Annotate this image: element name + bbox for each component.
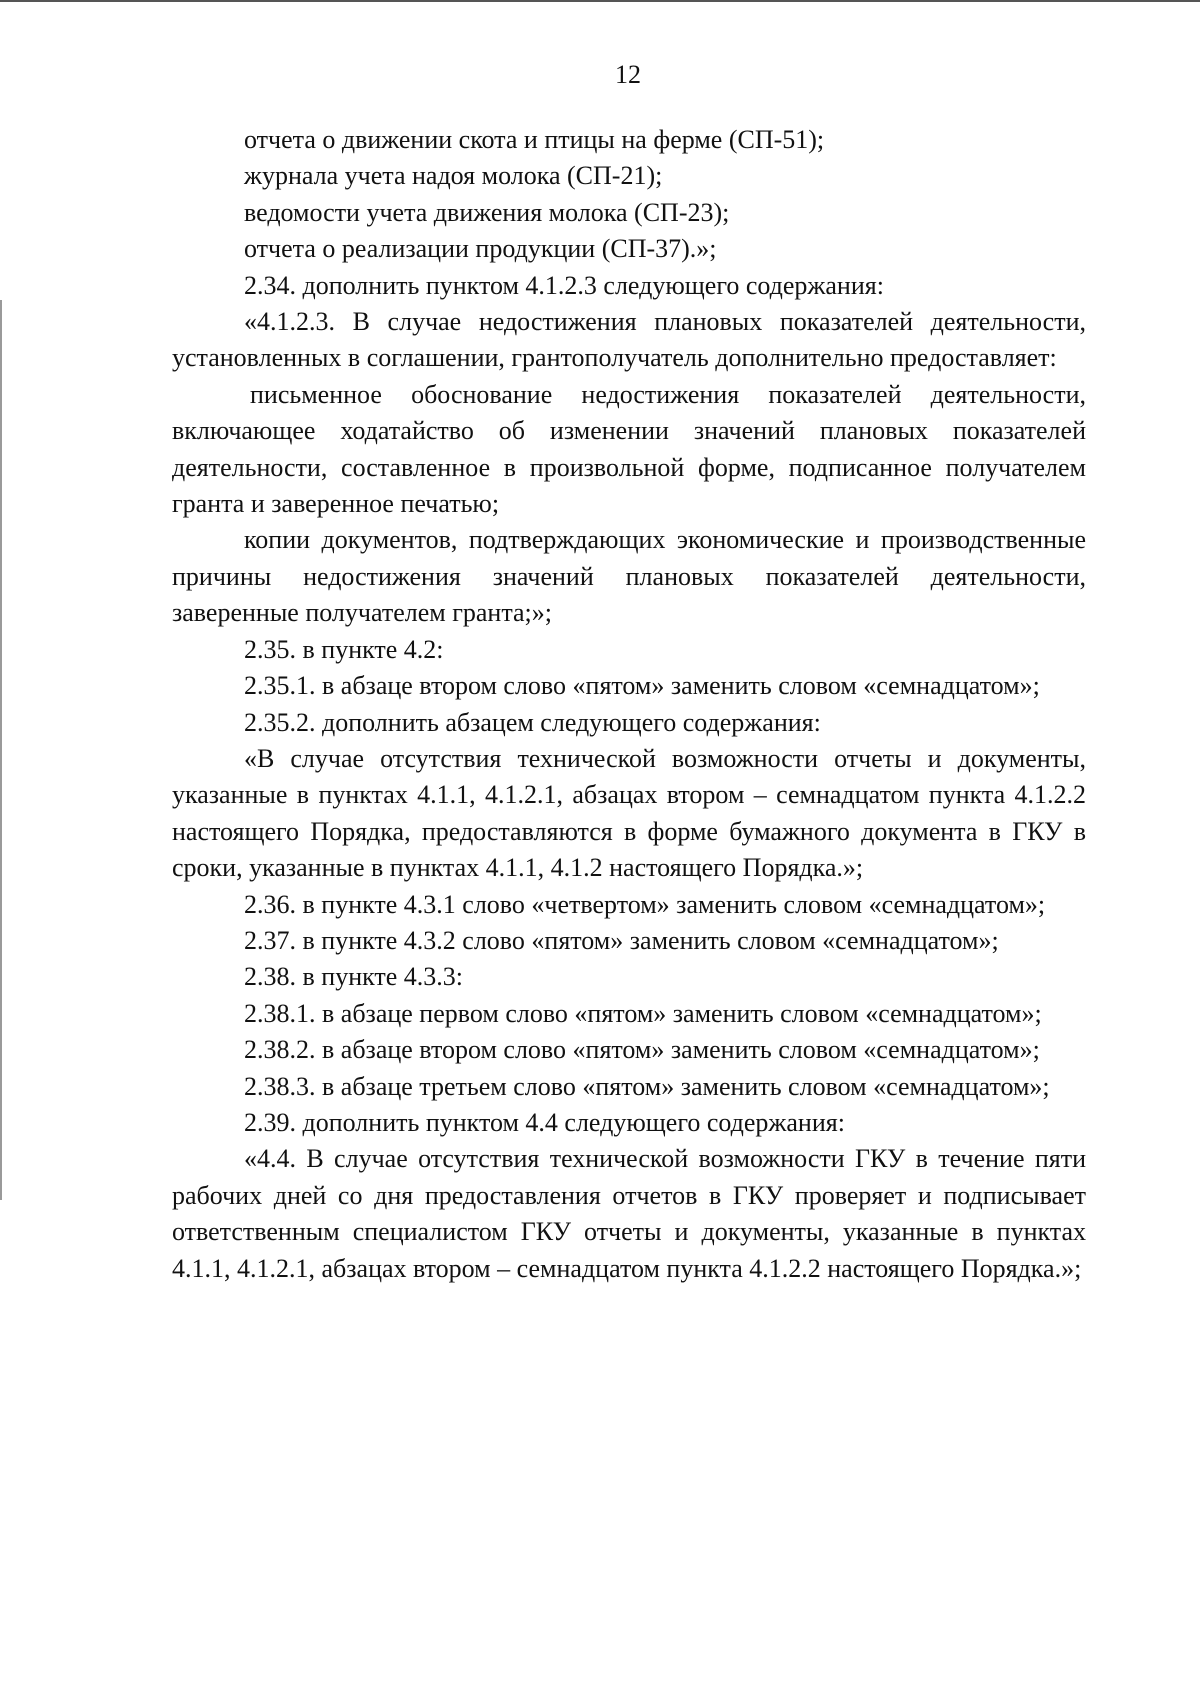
paragraph-4: отчета о реализации продукции (СП-37).»;: [244, 234, 717, 264]
paragraph-11: 2.35.2. дополнить абзацем следующего содержания:: [244, 707, 821, 737]
paragraph-10: 2.35.1. в абзаце втором слово «пятом» заменить словом «семнадцатом»;: [244, 671, 1040, 701]
paragraph-5: 2.34. дополнить пунктом 4.1.2.3 следующего содержания:: [244, 270, 884, 300]
paragraph-8: копии документов, подтверждающих экономические и производственные причины недостижения значений плановых показателей деятельности, заверенные получателем гранта;»;: [172, 525, 1086, 628]
paragraph-6: «4.1.2.3. В случае недостижения плановых показателей деятельности, установленных в соглашении, грантополучатель дополнительно предоставляет:: [172, 307, 1086, 373]
paragraph-3: ведомости учета движения молока (СП-23);: [244, 197, 730, 227]
paragraph-2: журнала учета надоя молока (СП-21);: [244, 161, 663, 191]
paragraph-1: отчета о движении скота и птицы на ферме (СП-51);: [244, 125, 825, 154]
paragraph-19: 2.39. дополнить пунктом 4.4 следующего содержания:: [244, 1107, 845, 1137]
document-body: [172, 122, 1086, 1287]
paragraph-7: письменное обоснование недостижения показателей деятельности, включающее ходатайство об изменении значений плановых показателей деятельности, составленное в произвольной форме, подписанное получателем гранта и заверенное печатью;: [172, 379, 1086, 519]
paragraph-9: 2.35. в пункте 4.2:: [244, 634, 444, 664]
paragraph-18: 2.38.3. в абзаце третьем слово «пятом» заменить словом «семнадцатом»;: [244, 1071, 1050, 1101]
paragraph-12: «В случае отсутствия технической возможности отчеты и документы, указанные в пунктах 4.1.1, 4.1.2.1, абзацах втором – семнадцатом пункта 4.1.2.2 настоящего Порядка, предоставляются в форме бумажного документа в ГКУ в сроки, указанные в пунктах 4.1.1, 4.1.2 настоящего Порядка.»;: [172, 743, 1086, 883]
paragraph-16: 2.38.1. в абзаце первом слово «пятом» заменить словом «семнадцатом»;: [244, 998, 1042, 1028]
paragraph-14: 2.37. в пункте 4.3.2 слово «пятом» заменить словом «семнадцатом»;: [244, 925, 999, 955]
scan-edge-top: [0, 0, 1200, 2]
paragraph-20: «4.4. В случае отсутствия технической возможности ГКУ в течение пяти рабочих дней со дня предоставления отчетов в ГКУ проверяет и подписывает ответственным специалистом ГКУ отчеты и документы, указанные в пунктах 4.1.1, 4.1.2.1, абзацах втором – семнадцатом пункта 4.1.2.2 настоящего Порядка.»;: [172, 1144, 1086, 1283]
paragraph-13: 2.36. в пункте 4.3.1 слово «четвертом» заменить словом «семнадцатом»;: [244, 889, 1046, 919]
scan-edge-left: [0, 300, 2, 1200]
paragraph-17: 2.38.2. в абзаце втором слово «пятом» заменить словом «семнадцатом»;: [244, 1035, 1040, 1065]
page-number: 12: [615, 60, 641, 89]
paragraph-15: 2.38. в пункте 4.3.3:: [244, 962, 464, 992]
